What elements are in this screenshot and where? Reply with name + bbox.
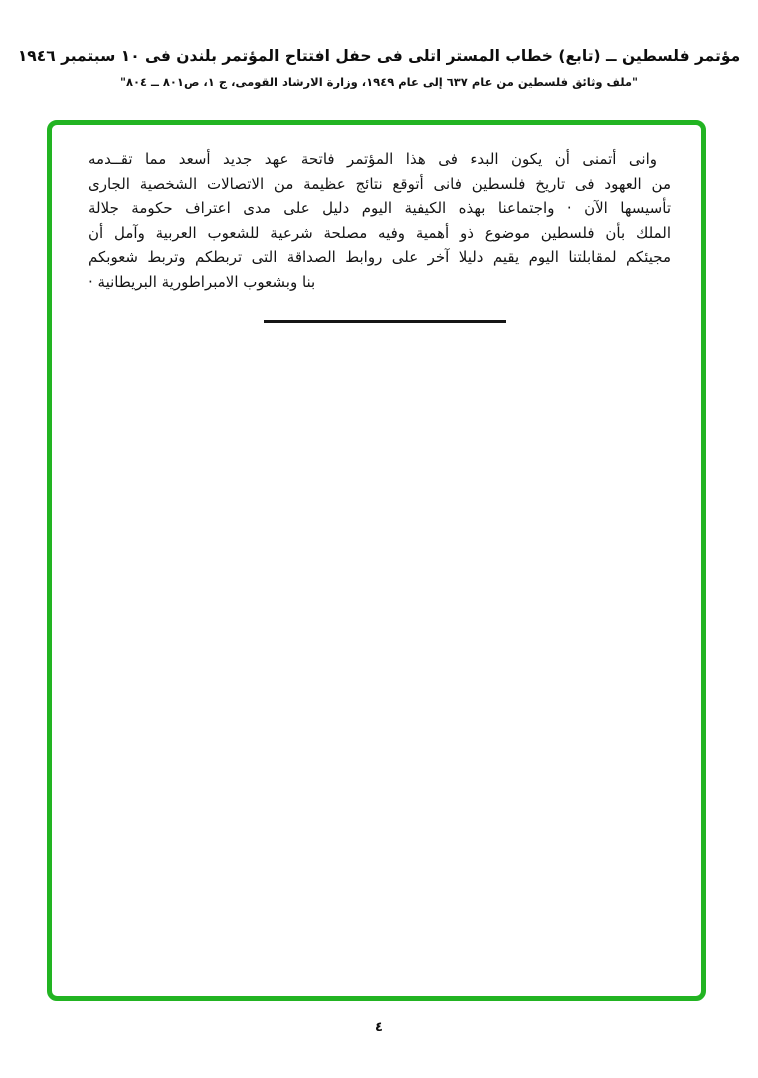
page-number: ٤ <box>375 1020 383 1035</box>
page-footer <box>0 1020 758 1035</box>
content-border-box <box>47 120 706 1001</box>
paragraph-line: الملك بأن فلسطين موضوع ذو أهمية وفيه مصلحة شرعية للشعوب العربية وآمل أن <box>88 223 671 242</box>
paragraph-line: تأسيسها الآن · واجتماعنا بهذه الكيفية اليوم دليل على مدى اعتراف حكومة جلالة <box>88 199 671 217</box>
paragraph-line: من العهود فى تاريخ فلسطين فانى أتوقع نتائج عظيمة من الاتصالات الشخصية الجارى <box>88 174 671 193</box>
section-divider <box>264 320 506 323</box>
paragraph-line: مجيئكم لمقابلتنا اليوم يقيم دليلا آخر على روابط الصداقة التى تربطكم وتربط شعوبكم <box>88 248 671 266</box>
speech-paragraph <box>88 147 671 294</box>
paragraph-line: وانى أتمنى أن يكون البدء فى هذا المؤتمر فاتحة عهد جديد أسعد مما تقــدمه <box>88 150 657 168</box>
document-title: مؤتمر فلسطين ــ (تابع) خطاب المستر اتلى فى حفل افتتاح المؤتمر بلندن فى ١٠ سبتمبر ١٩٤٦ <box>17 47 741 65</box>
paragraph-line: بنا وبشعوب الامبراطورية البريطانية · <box>88 272 316 291</box>
document-source-citation: "ملف وثائق فلسطين من عام ٦٣٧ إلى عام ١٩٤٩، وزارة الارشاد القومى، ج ١، ص٨٠١ ــ ٨٠٤" <box>119 75 639 89</box>
page-header <box>0 44 758 90</box>
